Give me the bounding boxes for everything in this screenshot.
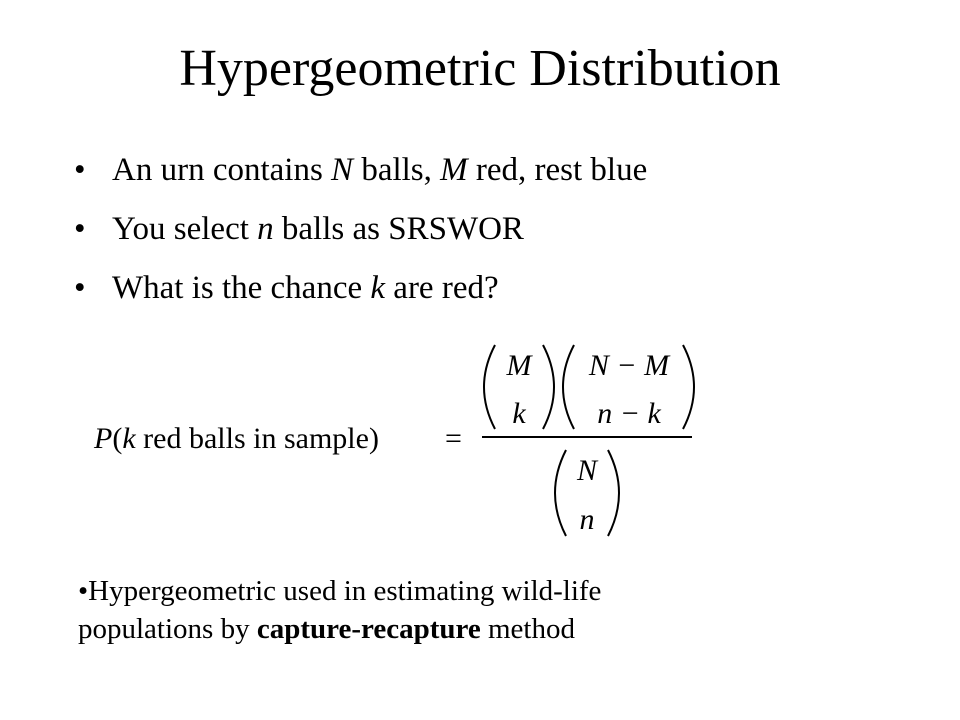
var-n: n: [257, 211, 274, 247]
var-M: M: [440, 152, 468, 188]
slide-title: Hypergeometric Distribution: [179, 40, 781, 97]
paren-right: [608, 450, 619, 536]
bullet-dot: •: [74, 152, 86, 188]
bullet-text: balls,: [353, 152, 441, 188]
lhs-open: (: [112, 422, 123, 455]
footnote-text: Hypergeometric used in estimating wild-life: [88, 575, 602, 607]
lhs-k: k: [122, 422, 136, 455]
binom1-top: M: [506, 349, 532, 382]
bullet-text: What is the chance: [112, 270, 371, 306]
binom1-bottom: k: [512, 397, 526, 430]
lhs-p: P: [94, 422, 113, 455]
var-N: N: [331, 152, 354, 188]
paren-right: [683, 345, 694, 429]
bullet-dot: •: [74, 211, 86, 247]
paren-left: [555, 450, 566, 536]
bullet-text: are red?: [385, 270, 499, 306]
bullet-text: An urn contains: [112, 152, 332, 188]
footnote-text: populations by: [78, 613, 257, 645]
binom3-bottom: n: [579, 503, 595, 536]
formula-equals: =: [445, 422, 462, 455]
paren-left: [563, 345, 574, 429]
paren-right: [543, 345, 554, 429]
formula-lhs: [93, 422, 379, 455]
lhs-close: ): [368, 422, 379, 455]
binom2-bottom: n − k: [597, 397, 661, 430]
bullet-dot: •: [74, 270, 86, 306]
paren-left: [484, 345, 495, 429]
footnote-text: method: [480, 613, 575, 645]
binom2-top: N − M: [588, 349, 670, 382]
bullet-text: red, rest blue: [467, 152, 648, 188]
footnote-line-1: [78, 572, 601, 610]
bullet-text: You select: [112, 211, 258, 247]
bullet-text: balls as SRSWOR: [273, 211, 524, 247]
lhs-text: red balls in sample: [135, 422, 369, 455]
footnote-bullet: •: [78, 575, 89, 607]
binom3-top: N: [576, 454, 598, 487]
footnote: [78, 572, 601, 648]
footnote-bold-term: capture-recapture: [256, 613, 481, 645]
var-k: k: [370, 270, 386, 306]
footnote-line-2: [78, 610, 601, 648]
